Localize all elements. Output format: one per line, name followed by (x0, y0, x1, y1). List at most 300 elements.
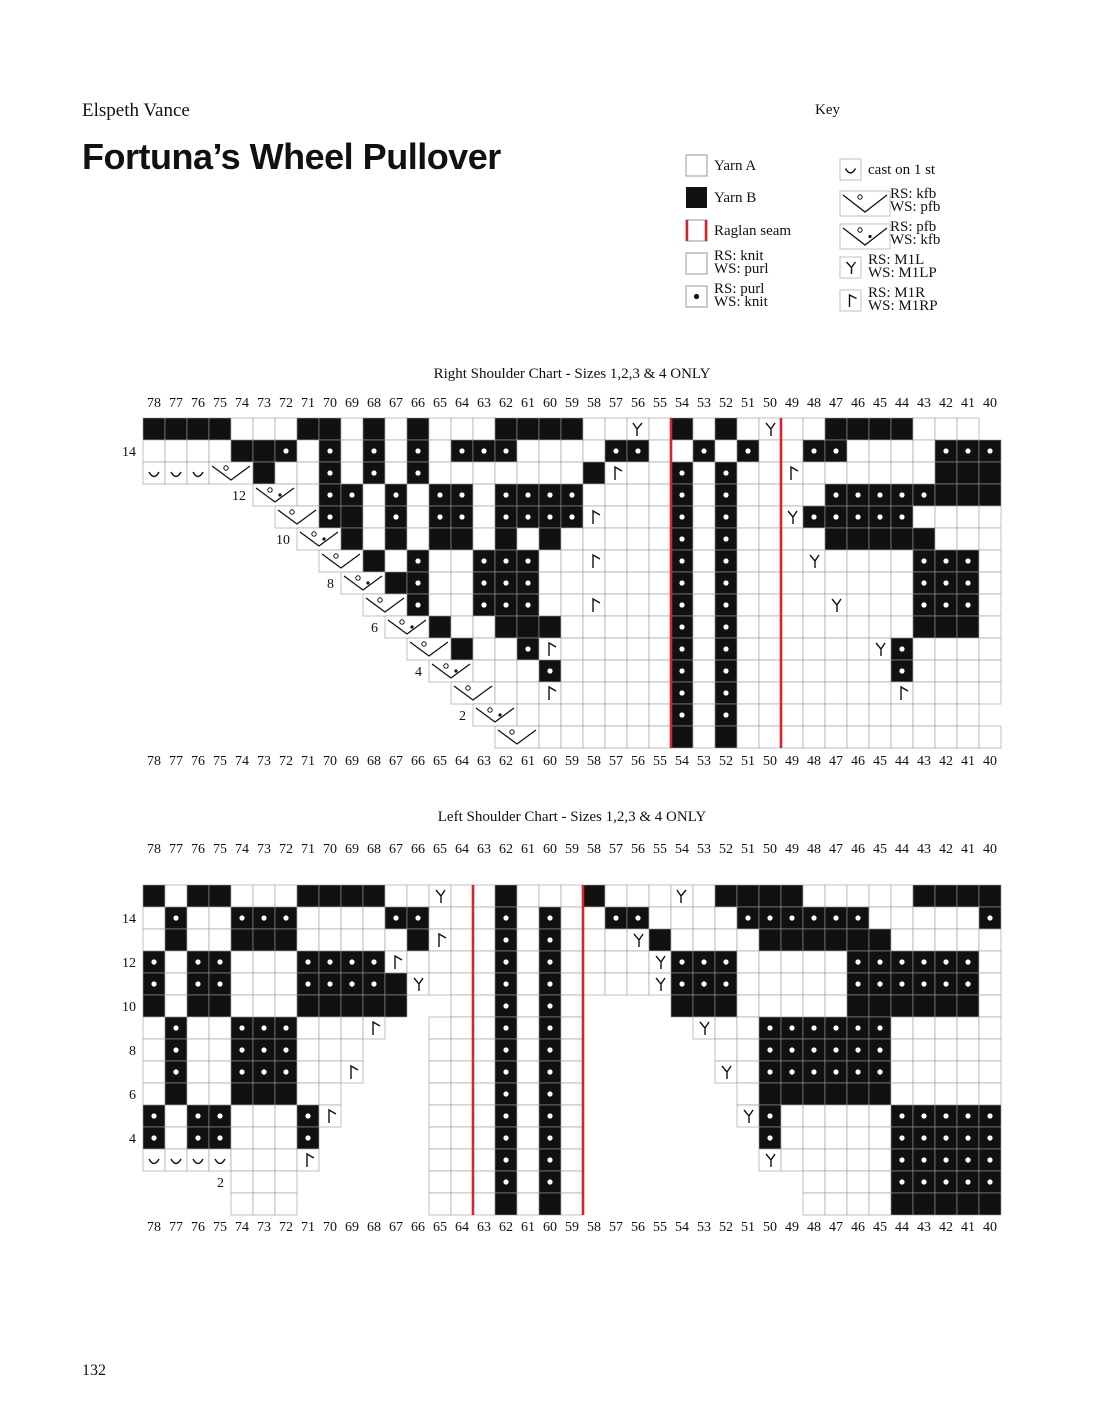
yarn-b-cell (363, 885, 385, 907)
yarn-a-cell (781, 1127, 803, 1149)
stitch-number: 47 (829, 396, 843, 411)
yarn-a-cell (737, 638, 759, 660)
yarn-a-cell (693, 616, 715, 638)
purl-dot-icon (217, 981, 222, 986)
row-label: 4 (129, 1132, 136, 1147)
yarn-a-cell (935, 1061, 957, 1083)
yarn-b-cell (869, 995, 891, 1017)
yarn-a-cell (737, 1061, 759, 1083)
yarn-a-cell (671, 929, 693, 951)
yarn-a-cell (737, 995, 759, 1017)
yarn-a-cell (253, 1127, 275, 1149)
purl-dot-icon (723, 712, 728, 717)
yarn-a-cell (187, 440, 209, 462)
yarn-a-cell (847, 1127, 869, 1149)
yarn-a-cell (869, 550, 891, 572)
stitch-number: 42 (939, 396, 953, 411)
yarn-a-cell (759, 506, 781, 528)
purl-dot-icon (410, 625, 413, 628)
yarn-a-cell (737, 506, 759, 528)
row-label: 2 (459, 709, 466, 724)
m1l-cell (649, 973, 671, 995)
yarn-a-cell (473, 1193, 495, 1215)
yarn-b-cell (143, 995, 165, 1017)
purl-dot-icon (239, 1047, 244, 1052)
yarn-a-cell (869, 1193, 891, 1215)
yarn-b-cell (979, 484, 1001, 506)
purl-dot-icon (965, 602, 970, 607)
purl-dot-icon (195, 981, 200, 986)
yarn-a-cell (385, 550, 407, 572)
purl-dot-icon (569, 514, 574, 519)
yarn-b-cell (759, 885, 781, 907)
yarn-a-cell (803, 995, 825, 1017)
yarn-a-cell (605, 616, 627, 638)
stitch-number: 43 (917, 396, 931, 411)
yarn-a-cell (407, 885, 429, 907)
purl-dot-icon (679, 624, 684, 629)
stitch-number: 51 (741, 396, 755, 411)
purl-dot-icon (613, 915, 618, 920)
purl-dot-icon (855, 1025, 860, 1030)
stitch-number: 58 (587, 754, 601, 769)
yarn-b-cell (495, 885, 517, 907)
yarn-a-cell (847, 638, 869, 660)
yarn-a-cell (561, 594, 583, 616)
yarn-a-cell (693, 907, 715, 929)
yarn-b-cell (495, 616, 517, 638)
stitch-number: 45 (873, 396, 887, 411)
row-label: 10 (122, 1000, 136, 1015)
yarn-a-cell (297, 484, 319, 506)
purl-dot-icon (811, 448, 816, 453)
key-item-kfb (840, 186, 940, 216)
purl-dot-icon (877, 981, 882, 986)
yarn-a-cell (275, 1149, 297, 1171)
yarn-a-cell (627, 638, 649, 660)
yarn-a-cell (781, 616, 803, 638)
yarn-a-cell (253, 973, 275, 995)
yarn-a-cell (231, 1193, 253, 1215)
key-item-yarn-b (686, 187, 756, 208)
yarn-a-cell (847, 550, 869, 572)
purl-dot-icon (987, 1157, 992, 1162)
m1r-cell (605, 462, 627, 484)
purl-dot-icon (498, 713, 501, 716)
purl-dot-icon (459, 448, 464, 453)
yarn-a-cell (869, 616, 891, 638)
stitch-number: 77 (169, 396, 183, 411)
yarn-a-cell (649, 550, 671, 572)
cast-on-icon (846, 169, 856, 174)
yarn-a-cell (605, 951, 627, 973)
stitch-number: 64 (455, 1220, 469, 1235)
purl-dot-icon (833, 514, 838, 519)
yarn-b-cell (583, 885, 605, 907)
yarn-a-cell (583, 951, 605, 973)
purl-dot-icon (899, 959, 904, 964)
yarn-b-cell (451, 638, 473, 660)
yarn-a-cell (451, 907, 473, 929)
purl-dot-icon (855, 959, 860, 964)
yarn-a-cell (957, 418, 979, 440)
purl-dot-icon (635, 915, 640, 920)
yarn-a-cell (715, 440, 737, 462)
chart-row (275, 506, 1001, 528)
yarn-a-cell (825, 951, 847, 973)
yarn-a-cell (297, 1039, 319, 1061)
chart-row (297, 528, 1001, 550)
purl-dot-icon (723, 959, 728, 964)
yarn-b-cell (341, 528, 363, 550)
yarn-a-cell (737, 726, 759, 748)
purl-dot-icon (151, 1113, 156, 1118)
yarn-a-cell (473, 506, 495, 528)
purl-dot-icon (547, 1113, 552, 1118)
purl-dot-icon (899, 1113, 904, 1118)
yarn-a-cell (627, 594, 649, 616)
yarn-b-cell (715, 418, 737, 440)
yarn-a-cell (605, 528, 627, 550)
purl-dot-icon (217, 1135, 222, 1140)
yarn-b-cell (913, 528, 935, 550)
stitch-number: 61 (521, 842, 535, 857)
yarn-b-cell (847, 929, 869, 951)
row-label: 14 (122, 445, 136, 460)
purl-dot-icon (921, 1113, 926, 1118)
stitch-number: 75 (213, 754, 227, 769)
yarn-a-cell (539, 704, 561, 726)
yarn-a-cell (517, 973, 539, 995)
yarn-a-cell (957, 1083, 979, 1105)
yarn-a-cell (759, 550, 781, 572)
yarn-a-cell (429, 1193, 451, 1215)
yarn-a-cell (275, 951, 297, 973)
yarn-a-cell (847, 660, 869, 682)
yarn-b-cell (297, 418, 319, 440)
m1r-cell (671, 885, 693, 907)
stitch-number: 41 (961, 396, 975, 411)
yarn-a-cell (473, 462, 495, 484)
stitch-number: 71 (301, 396, 315, 411)
yarn-b-swatch (686, 187, 707, 208)
yarn-a-cell (759, 616, 781, 638)
yarn-a-cell (913, 1061, 935, 1083)
yarn-a-cell (957, 638, 979, 660)
yarn-b-cell (385, 995, 407, 1017)
yarn-a-cell (561, 1061, 583, 1083)
purl-dot-icon (943, 602, 948, 607)
raglan-swatch (686, 220, 707, 241)
yarn-a-cell (979, 1083, 1001, 1105)
yarn-a-cell (671, 440, 693, 462)
right-shoulder-chart (0, 390, 1107, 780)
purl-dot-icon (503, 448, 508, 453)
yarn-a-cell (979, 951, 1001, 973)
stitch-number: 53 (697, 1220, 711, 1235)
stitch-number: 55 (653, 754, 667, 769)
purl-dot-icon (547, 1003, 552, 1008)
yarn-a-cell (979, 1017, 1001, 1039)
key-label-line: Yarn A (714, 158, 757, 174)
purl-dot-icon (723, 558, 728, 563)
yarn-a-cell (913, 660, 935, 682)
row-label: 12 (122, 956, 136, 971)
yarn-b-cell (935, 462, 957, 484)
yarn-a-cell (605, 638, 627, 660)
stitch-number: 44 (895, 842, 909, 857)
yarn-a-cell (517, 1127, 539, 1149)
yarn-a-cell (561, 885, 583, 907)
yarn-b-cell (715, 885, 737, 907)
yarn-b-cell (253, 1083, 275, 1105)
yarn-a-cell (583, 484, 605, 506)
stitch-number: 72 (279, 396, 293, 411)
purl-dot-icon (767, 1025, 772, 1030)
yarn-b-cell (957, 885, 979, 907)
stitch-number: 47 (829, 1220, 843, 1235)
key-label (890, 219, 940, 248)
yarn-a-cell (869, 462, 891, 484)
yarn-a-cell (253, 885, 275, 907)
yarn-a-cell (231, 1171, 253, 1193)
yarn-a-cell (825, 1193, 847, 1215)
purl-dot-icon (965, 1157, 970, 1162)
purl-dot-icon (454, 669, 457, 672)
yarn-a-cell (759, 594, 781, 616)
yarn-b-cell (649, 929, 671, 951)
yarn-b-cell (671, 726, 693, 748)
yarn-a-cell (649, 440, 671, 462)
yarn-a-cell (561, 1017, 583, 1039)
yarn-a-cell (517, 1061, 539, 1083)
stitch-number: 67 (389, 1220, 403, 1235)
chart-row (143, 1061, 1001, 1083)
yarn-b-cell (913, 885, 935, 907)
purl-dot-icon (745, 448, 750, 453)
yarn-a-cell (561, 1149, 583, 1171)
stitch-number: 65 (433, 754, 447, 769)
chart-row (319, 550, 1001, 572)
yarn-a-cell (737, 462, 759, 484)
yarn-a-cell (561, 616, 583, 638)
purl-dot-icon (415, 470, 420, 475)
purl-dot-icon (833, 1047, 838, 1052)
yarn-a-cell (957, 1039, 979, 1061)
purl-dot-icon (855, 915, 860, 920)
yarn-a-cell (407, 484, 429, 506)
yarn-a-cell (627, 726, 649, 748)
yarn-b-cell (363, 995, 385, 1017)
stitch-number: 40 (983, 1220, 997, 1235)
key-label-line: WS: kfb (890, 232, 941, 248)
m1l-cell (429, 885, 451, 907)
yarn-a-cell (825, 1105, 847, 1127)
yarn-a-cell (759, 638, 781, 660)
yarn-a-cell (935, 907, 957, 929)
m1r-cell (385, 951, 407, 973)
yarn-a-cell (649, 682, 671, 704)
yarn-a-cell (627, 462, 649, 484)
yarn-a-cell (473, 885, 495, 907)
stitch-number: 50 (763, 396, 777, 411)
yarn-a-cell (143, 907, 165, 929)
yarn-a-cell (957, 1061, 979, 1083)
yarn-a-cell (869, 682, 891, 704)
m1r-cell (891, 682, 913, 704)
yarn-a-cell (803, 973, 825, 995)
key-label-line: cast on 1 st (868, 162, 936, 178)
purl-dot-icon (525, 514, 530, 519)
yarn-b-cell (539, 528, 561, 550)
purl-dot-icon (547, 492, 552, 497)
stitch-number: 47 (829, 754, 843, 769)
yarn-a-cell (869, 1171, 891, 1193)
yarn-a-cell (473, 1017, 495, 1039)
purl-dot-icon (173, 1047, 178, 1052)
stitch-number: 52 (719, 754, 733, 769)
purl-dot-icon (415, 915, 420, 920)
purl-dot-icon (261, 915, 266, 920)
yarn-a-cell (935, 929, 957, 951)
yarn-a-cell (165, 885, 187, 907)
purl-dot-icon (745, 915, 750, 920)
yarn-a-cell (407, 506, 429, 528)
yarn-a-cell (759, 484, 781, 506)
yarn-a-cell (979, 929, 1001, 951)
yarn-a-cell (429, 572, 451, 594)
m1r-cell (781, 462, 803, 484)
yarn-a-cell (253, 1193, 275, 1215)
stitch-number: 75 (213, 1220, 227, 1235)
key-label-line: WS: purl (714, 261, 769, 277)
yarn-b-cell (297, 995, 319, 1017)
loop-icon (858, 228, 862, 232)
yarn-a-cell (341, 418, 363, 440)
yarn-a-cell (891, 726, 913, 748)
purl-dot-icon (547, 915, 552, 920)
yarn-a-cell (649, 594, 671, 616)
yarn-a-cell (583, 572, 605, 594)
stitch-number: 45 (873, 842, 887, 857)
stitch-number: 67 (389, 842, 403, 857)
yarn-a-cell (473, 1083, 495, 1105)
yarn-a-cell (517, 660, 539, 682)
yarn-a-cell (517, 951, 539, 973)
yarn-a-cell (847, 440, 869, 462)
purl-dot-icon (503, 514, 508, 519)
yarn-a-cell (341, 1017, 363, 1039)
purl-dot-icon (547, 514, 552, 519)
yarn-b-cell (583, 462, 605, 484)
stitch-number: 43 (917, 754, 931, 769)
chart-row (363, 594, 1001, 616)
yarn-a-cell (209, 1017, 231, 1039)
yarn-b-cell (825, 929, 847, 951)
yarn-a-cell (913, 1083, 935, 1105)
yarn-b-cell (781, 929, 803, 951)
yarn-a-cell (187, 1061, 209, 1083)
kfb-icon (843, 195, 887, 212)
yarn-a-cell (429, 1105, 451, 1127)
yarn-a-cell (143, 440, 165, 462)
yarn-a-cell (847, 726, 869, 748)
stitch-number: 64 (455, 396, 469, 411)
yarn-a-cell (781, 550, 803, 572)
stitch-number: 77 (169, 842, 183, 857)
yarn-a-cell (935, 1017, 957, 1039)
purl-dot-icon (327, 959, 332, 964)
stitch-number: 55 (653, 1220, 667, 1235)
purl-dot-icon (899, 668, 904, 673)
yarn-a-cell (605, 726, 627, 748)
yarn-a-cell (759, 528, 781, 550)
yarn-a-cell (627, 572, 649, 594)
yarn-b-cell (825, 1083, 847, 1105)
yarn-b-cell (341, 995, 363, 1017)
purl-dot-icon (613, 448, 618, 453)
row-label: 6 (371, 621, 378, 636)
yarn-a-cell (231, 885, 253, 907)
stitch-number: 54 (675, 1220, 689, 1235)
m1l-cell (627, 929, 649, 951)
yarn-a-cell (451, 1017, 473, 1039)
yarn-a-cell (451, 1083, 473, 1105)
m1r-cell (583, 594, 605, 616)
yarn-a-cell (781, 660, 803, 682)
yarn-a-cell (583, 528, 605, 550)
stitch-number: 78 (147, 754, 161, 769)
yarn-a-cell (759, 440, 781, 462)
yarn-a-cell (693, 484, 715, 506)
yarn-a-cell (561, 682, 583, 704)
yarn-a-cell (209, 440, 231, 462)
chart-row (143, 929, 1001, 951)
yarn-a-cell (913, 1039, 935, 1061)
yarn-a-cell (473, 616, 495, 638)
purl-dot-icon (305, 959, 310, 964)
yarn-a-cell (275, 973, 297, 995)
stitch-number: 66 (411, 1220, 425, 1235)
yarn-b-cell (913, 995, 935, 1017)
purl-dot-icon (965, 1135, 970, 1140)
yarn-b-cell (979, 1193, 1001, 1215)
yarn-b-cell (781, 1083, 803, 1105)
purl-dot-icon (437, 492, 442, 497)
stitch-number: 50 (763, 1220, 777, 1235)
yarn-b-cell (891, 418, 913, 440)
chart-row (143, 1083, 1001, 1105)
m1l-icon (847, 262, 856, 274)
purl-dot-icon (723, 492, 728, 497)
cast-on-cell (143, 1149, 165, 1171)
purl-dot-icon (327, 514, 332, 519)
purl-dot-icon (833, 448, 838, 453)
yarn-b-cell (891, 1193, 913, 1215)
m1l-cell (803, 550, 825, 572)
yarn-b-cell (847, 528, 869, 550)
purl-dot-icon (965, 558, 970, 563)
yarn-a-cell (913, 440, 935, 462)
purl-dot-icon (921, 558, 926, 563)
yarn-a-cell (803, 660, 825, 682)
yarn-a-cell (539, 462, 561, 484)
stitch-number: 72 (279, 842, 293, 857)
yarn-a-cell (583, 638, 605, 660)
stitch-number: 66 (411, 754, 425, 769)
purl-dot-icon (723, 514, 728, 519)
chart-row (143, 1149, 1001, 1171)
